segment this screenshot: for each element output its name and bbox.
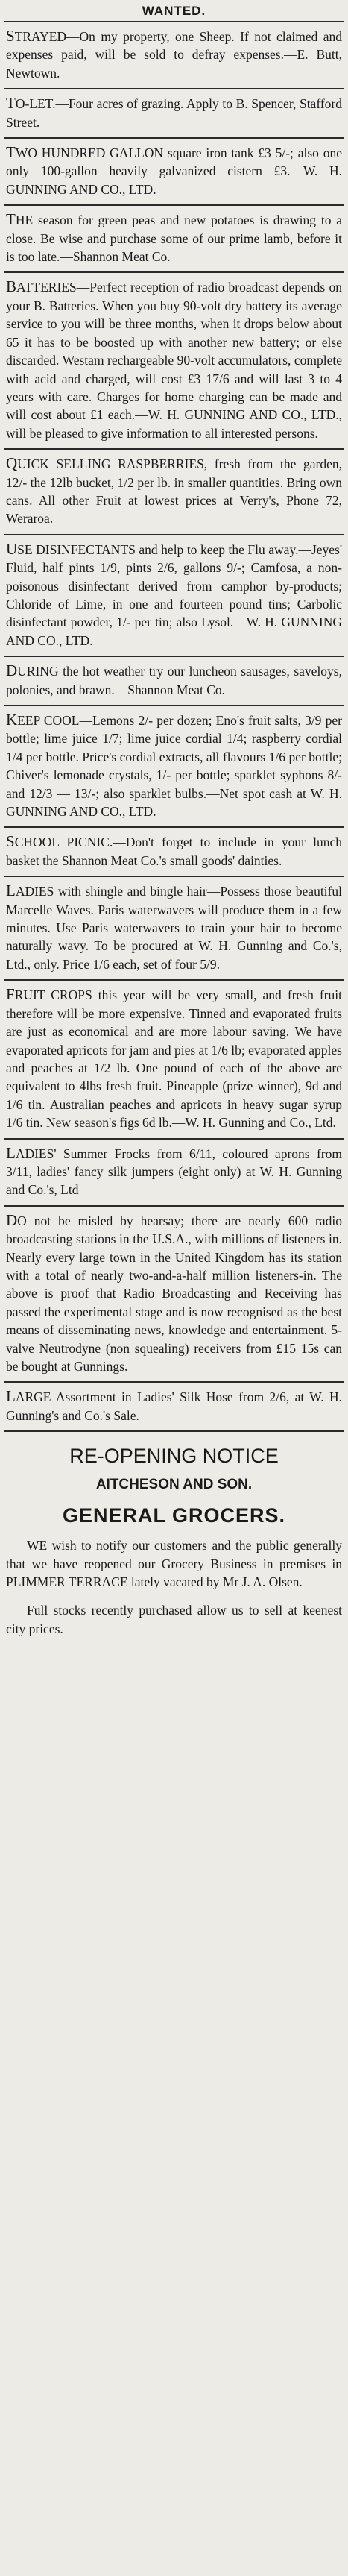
- notice-paragraph: Full stocks recently purchased allow us to sell at keenest city prices.: [6, 1603, 342, 1636]
- ad-disinfectants: [4, 537, 344, 654]
- ad-text: KEEP COOL—Lemons 2/- per dozen; Eno's fruit salts, 3/9 per bottle; lime juice 1/7; lime juice cordial 1/4; raspberry cordial 1/4 per bottle. Price's cordial extracts, all flavours 1/6 per bottle; Chiver's lemonade crystals, 1/- per bottle; sparklet syphons 8/- and 12/3 — 13/-; also sparklet bulbs.—Net spot cash at W. H. GUNNING AND CO., LTD.: [6, 711, 342, 820]
- ad-text: SCHOOL PICNIC.—Don't forget to include in your lunch basket the Shannon Meat Co.'s small goods' dainties.: [6, 832, 342, 868]
- ad-batteries: [4, 274, 344, 447]
- rule: [4, 21, 344, 22]
- ad-raspberries: [4, 451, 344, 533]
- ad-hot-weather: [4, 659, 344, 703]
- notice-subtitle: AITCHESON AND SON.: [95, 1477, 253, 1493]
- ad-ladies-hair: [4, 879, 344, 978]
- ad-summer-frocks: [4, 1141, 344, 1204]
- rule: [4, 876, 344, 877]
- ad-tanks: [4, 140, 344, 203]
- rule: [4, 534, 344, 535]
- ad-text: BATTERIES—Perfect reception of radio broadcast depends on your B. Batteries. When you buy 90-volt dry battery its average service to you will be three months, when it drops below about 65 it has to be boosted up with another new battery; or else discarded. Westam rechargeable 90-volt accumulators, complete with acid and charged, will cost £3 17/6 and will last 3 to 4 years with care. Charges for home charging can be made and will cost about £1 each.—W. H. GUNNING AND CO., LTD., will be pleased to give information to all interested persons.: [6, 277, 342, 441]
- ad-text: STRAYED—On my property, one Sheep. If not claimed and expenses paid, will be sold to defray expenses.—E. Butt, Newtown.: [6, 27, 342, 81]
- notice-heading: GENERAL GROCERS.: [62, 1504, 286, 1527]
- ad-text: TWO HUNDRED GALLON square iron tank £3 5/-; also one only 100-gallon heavily galvanized cistern £3.—W. H. GUNNING AND CO., LTD.: [6, 143, 342, 197]
- rule: [4, 1138, 344, 1140]
- rule: [4, 705, 344, 706]
- ad-keep-cool: [4, 708, 344, 825]
- ad-strayed: [4, 24, 344, 87]
- notice-paragraph: WE wish to notify our customers and the public generally that we have reopened our Grocery Business in premises in PLIMMER TERRACE lately vacated by Mr J. A. Olsen.: [6, 1538, 342, 1590]
- ad-school-picnic: [4, 829, 344, 874]
- section-header: WANTED.: [142, 4, 206, 18]
- rule: [4, 1205, 344, 1207]
- ad-text: QUICK SELLING RASPBERRIES, fresh from the garden, 12/- the 12lb bucket, 1/2 per lb. in smaller quantities. Bring own cans. All other Fruit at lowest prices at Verry's, Phone 72, Weraroa.: [6, 454, 342, 527]
- rule: [4, 137, 344, 139]
- ad-text: TO-LET.—Four acres of grazing. Apply to B. Spencer, Stafford Street.: [6, 94, 342, 130]
- ad-text: USE DISINFECTANTS and help to keep the Flu away.—Jeyes' Fluid, half pints 1/9, pints 2/6, gallons 9/-; Camfosa, a non-poisonous disinfectant derived from camphor by-products; Chloride of Lime, in one and fourteen pound tins; Carbolic disinfectant powder, 1/- per tin; also Lysol.—W. H. GUNNING AND CO., LTD.: [6, 539, 342, 648]
- ad-radio-stations: [4, 1208, 344, 1380]
- ad-text: DO not be misled by hearsay; there are nearly 600 radio broadcasting stations in the U.S.A., with millions of listeners in. Nearly every large town in the United Kingdom has its station with a total of nearly two-and-a-half million listeners-in. The above is proof that Radio Broadcasting and Receiving has passed the experimental stage and is now recognised as the best means of disseminating news, knowledge and entertainment. 5-valve Neutrodyne (non squealing) receivers from £15 15s can be bought at Gunnings.: [6, 1210, 342, 1374]
- rule: [4, 1430, 344, 1432]
- rule: [4, 448, 344, 450]
- ad-text: LADIES with shingle and bingle hair—Possess those beautiful Marcelle Waves. Paris waterwavers will produce them in a few minutes. Use Paris waterwavers to train your hair to become naturally wavy. To be procured at W. H. Gunning and Co.'s, Ltd., only. Price 1/6 each, set of four 5/9.: [6, 882, 342, 972]
- ad-text: FRUIT CROPS this year will be very small, and fresh fruit therefore will be more expensive. Tinned and evaporated fruits are just as economical and are more labour saving. We have evaporated apricots for jam and pies at 1/6 lb; evaporated apples and peaches at 1/2 lb. One pound of each of the above are equivalent to 4lbs fresh fruit. Pineapple (prize winner), 9d and 1/6 tin. Australian peaches and apricots in heavy sugar syrup 1/6 tin. New season's figs 6d lb.—W. H. Gunning and Co., Ltd.: [6, 985, 342, 1131]
- notice-body: [4, 1533, 344, 1650]
- ad-fruit-crops: [4, 982, 344, 1136]
- rule: [4, 979, 344, 981]
- ad-text: LARGE Assortment in Ladies' Silk Hose from 2/6, at W. H. Gunning's and Co.'s Sale.: [6, 1387, 342, 1423]
- newspaper-column: [4, 0, 344, 2576]
- rule: [4, 1381, 344, 1383]
- rule: [4, 204, 344, 206]
- notice-title: RE-OPENING NOTICE: [69, 1445, 279, 1468]
- rule: [4, 88, 344, 89]
- ad-silk-hose: [4, 1384, 344, 1429]
- rule: [4, 826, 344, 828]
- ad-to-let: [4, 91, 344, 136]
- ad-text: THE season for green peas and new potatoes is drawing to a close. Be wise and purchase some of our prime lamb, before it is too late.—Shannon Meat Co.: [6, 210, 342, 265]
- ad-green-peas: [4, 207, 344, 270]
- ad-text: LADIES' Summer Frocks from 6/11, coloured aprons from 3/11, ladies' fancy silk jumpers (eight only) at W. H. Gunning and Co.'s, Ltd: [6, 1143, 342, 1198]
- ad-text: DURING the hot weather try our luncheon sausages, saveloys, polonies, and brawn.—Shannon Meat Co.: [6, 662, 342, 697]
- rule: [4, 656, 344, 657]
- rule: [4, 271, 344, 273]
- reopening-notice: [4, 1439, 344, 1650]
